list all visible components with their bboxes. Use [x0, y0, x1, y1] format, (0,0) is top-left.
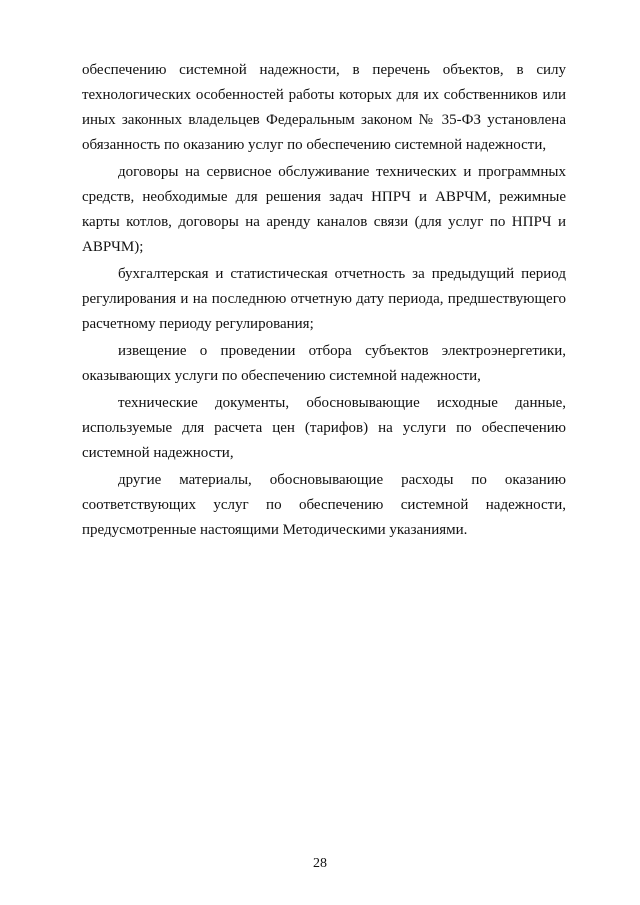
- paragraph-service-contracts: договоры на сервисное обслуживание технических и программных средств, необходимые для решения задач НПРЧ и АВРЧМ, режимные карты котлов, договоры на аренду каналов связи (для услуг по НПРЧ и АВРЧМ);: [82, 164, 566, 255]
- paragraph-selection-notice: извещение о проведении отбора субъектов электроэнергетики, оказывающих услуги по обеспечению системной надежности,: [82, 343, 566, 384]
- body-text: [82, 58, 566, 543]
- paragraph-continuation: обеспечению системной надежности, в перечень объектов, в силу технологических особенностей работы которых для их собственников или иных законных владельцев Федеральным законом № 35-ФЗ установлена обязанность по оказанию услуг по обеспечению системной надежности,: [82, 62, 566, 153]
- paragraph-technical-documents: технические документы, обосновывающие исходные данные, используемые для расчета цен (тарифов) на услуги по обеспечению системной надежности,: [82, 395, 566, 461]
- paragraph-accounting-reports: бухгалтерская и статистическая отчетность за предыдущий период регулирования и на последнюю отчетную дату периода, предшествующего расчетному периоду регулирования;: [82, 266, 566, 332]
- paragraph-other-materials: другие материалы, обосновывающие расходы по оказанию соответствующих услуг по обеспечению системной надежности, предусмотренные настоящими Методическими указаниями.: [82, 472, 566, 538]
- page-number: 28: [313, 856, 327, 871]
